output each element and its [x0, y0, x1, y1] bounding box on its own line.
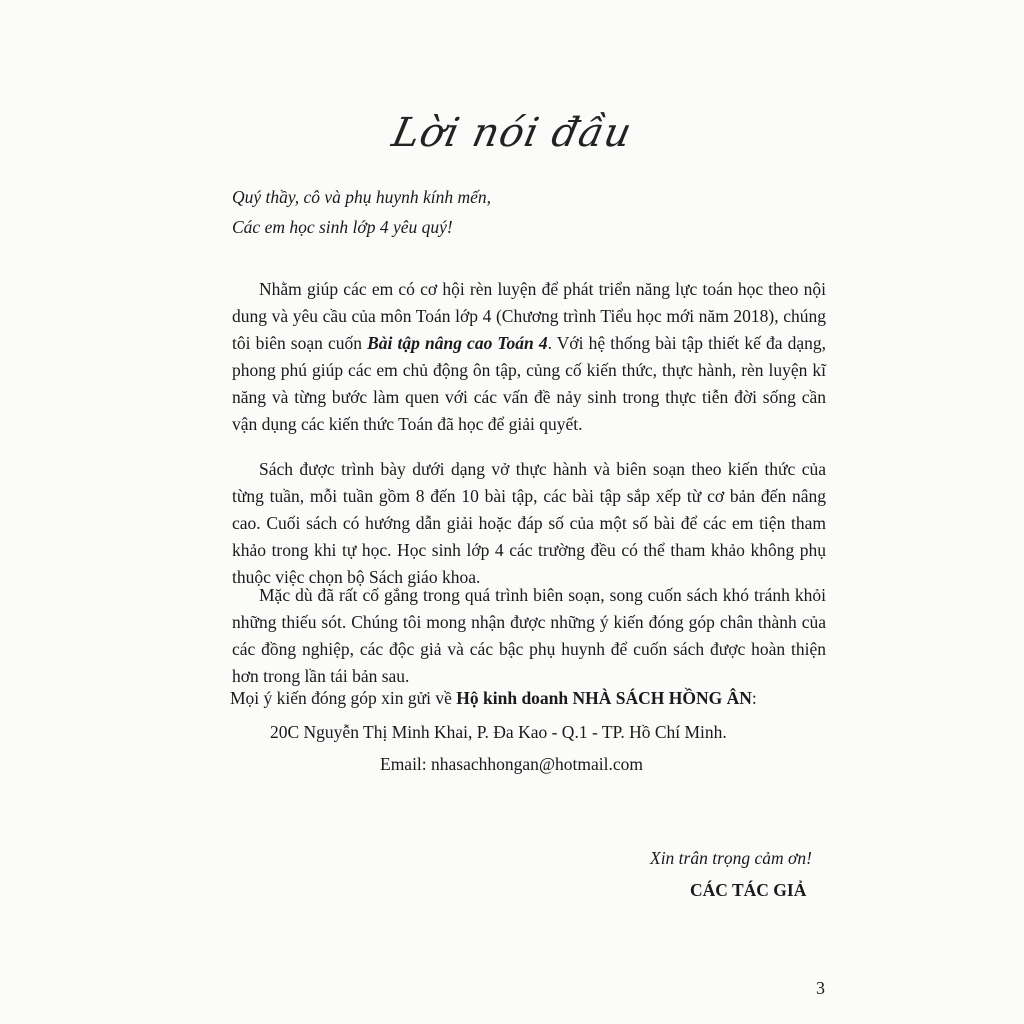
- contact-email: Email: nhasachhongan@hotmail.com: [380, 754, 643, 774]
- contact-intro: [230, 688, 757, 709]
- paragraph-1-intro: Nhằm giúp các em có cơ hội rèn luyện để phát triển năng lực toán học theo nội dung và yêu cầu của môn Toán lớp 4 (Chương trình Tiểu học mới năm 2018), chúng tôi biên soạn cuốn: [232, 279, 826, 353]
- paragraph-1: [232, 276, 826, 438]
- paragraph-3: Mặc dù đã rất cố gắng trong quá trình biên soạn, song cuốn sách khó tránh khỏi những thiếu sót. Chúng tôi mong nhận được những ý kiến đóng góp chân thành của các đồng nghiệp, các độc giả và các bậc phụ huynh để cuốn sách được hoàn thiện hơn trong lần tái bản sau.: [232, 585, 826, 686]
- closing-authors: CÁC TÁC GIẢ: [690, 880, 807, 900]
- contact-intro-text: Mọi ý kiến đóng góp xin gửi về: [230, 688, 457, 708]
- book-title: Bài tập nâng cao Toán 4: [367, 333, 548, 353]
- greeting-line-1: Quý thầy, cô và phụ huynh kính mến,: [232, 187, 492, 207]
- paragraph-1-rest: . Với hệ thống bài tập thiết kế đa dạng, phong phú giúp các em chủ động ôn tập, củng cố kiến thức, thực hành, rèn luyện kĩ năng và từng bước làm quen với các vấn đề nảy sinh trong thực tiễn đời sống cần vận dụng các kiến thức Toán đã học để giải quyết.: [232, 333, 827, 434]
- greeting-line-2: Các em học sinh lớp 4 yêu quý!: [232, 217, 453, 237]
- heading-text: Lời nói đầu: [387, 110, 637, 156]
- page-heading: [0, 110, 1024, 156]
- contact-address: 20C Nguyễn Thị Minh Khai, P. Đa Kao - Q.1 - TP. Hồ Chí Minh.: [270, 722, 727, 742]
- publisher-name: Hộ kinh doanh NHÀ SÁCH HỒNG ÂN: [456, 688, 752, 708]
- paragraph-2: Sách được trình bày dưới dạng vở thực hành và biên soạn theo kiến thức của từng tuần, mỗi tuần gồm 8 đến 10 bài tập, các bài tập sắp xếp từ cơ bản đến nâng cao. Cuối sách có hướng dẫn giải hoặc đáp số của một số bài để các em tiện tham khảo trong khi tự học. Học sinh lớp 4 các trường đều có thể tham khảo không phụ thuộc việc chọn bộ Sách giáo khoa.: [232, 459, 826, 587]
- contact-colon: :: [751, 688, 757, 708]
- page-number: 3: [816, 978, 825, 998]
- closing-thanks: Xin trân trọng cảm ơn!: [650, 848, 812, 868]
